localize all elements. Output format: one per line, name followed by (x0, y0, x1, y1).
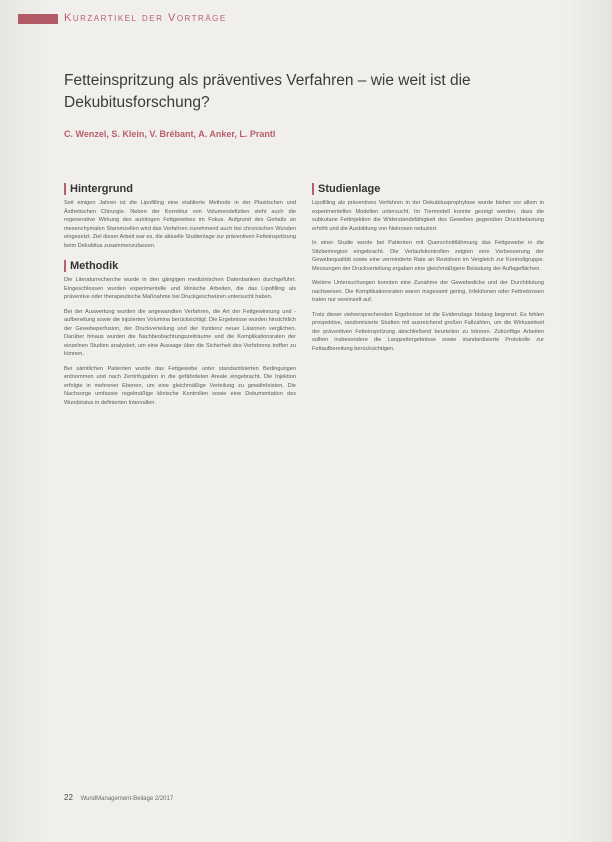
paragraph: Seit einigen Jahren ist die Lipofilling eine etablierte Methode in der Plastischen und Ästhetischen Chirurgie. Neben der Korrektur von Volumendefiziten steht auch die regenerative Wirkung des autologen Fettgewebes im Fokus. Aufgrund des Gehalts an mesenchymalen Stammzellen wird das Verfahren zunehmend auch bei chronischen Wunden eingesetzt. Ziel dieser Arbeit war es, die aktuelle Studienlage zur präventiven Fetteinspritzung beim Dekubitus zusammenzufassen. (64, 200, 296, 249)
paragraph: Trotz dieser vielversprechenden Ergebnisse ist die Evidenzlage bislang begrenzt. Es fehlen prospektive, randomisierte Studien mit ausreichend großen Fallzahlen, um die Wirksamkeit der präventiven Fetteinspritzung abschließend beurteilen zu können. Zukünftige Arbeiten sollten insbesondere die Langzeitergebnisse sowie standardisierte Protokolle zur Fettaufbereitung berücksichtigen. (312, 311, 544, 352)
paragraph: In einer Studie wurde bei Patienten mit Querschnittlähmung das Fettgewebe in die Sitzbeinregion eingebracht. Die Verlaufskontrollen zeigten eine Verbesserung der Gewebequalität sowie eine verminderte Rate an Rezidiven im Vergleich zur Kontrollgruppe. Messungen der Druckverteilung ergaben eine gleichmäßigere Belastung der Auflageflächen. (312, 240, 544, 272)
left-column (64, 183, 296, 413)
section-color-bar (18, 14, 58, 24)
section-heading: Studienlage (312, 183, 544, 195)
section-methodik (64, 260, 296, 407)
paragraph: Die Literaturrecherche wurde in den gängigen medizinischen Datenbanken durchgeführt. Eingeschlossen wurden experimentelle und klinische Arbeiten, die das Lipofilling als präventive oder therapeutische Maßnahme bei Druckgeschwüren untersucht haben. (64, 277, 296, 300)
right-column (312, 183, 544, 359)
section-label: Kurzartikel der Vorträge (64, 12, 227, 24)
section-studienlage (312, 183, 544, 353)
section-hintergrund (64, 183, 296, 250)
paragraph: Lipofilling als präventives Verfahren in der Dekubitusprophylaxe wurde bisher vor allem in experimentellen Modellen untersucht. Im Tiermodell konnte gezeigt werden, dass die subkutane Fettinjektion die Widerstandsfähigkeit des Gewebes gegenüber Druckbelastung erhöht und die Ausbildung von Nekrosen reduziert. (312, 200, 544, 232)
article-title: Fetteinspritzung als präventives Verfahren – wie weit ist die Dekubitusforschung? (64, 72, 471, 111)
paragraph: Weitere Untersuchungen konnten eine Zunahme der Gewebedicke und der Durchblutung nachweisen. Die Komplikationsraten waren insgesamt gering, Infektionen oder Fettnekrosen traten nur vereinzelt auf. (312, 280, 544, 303)
page-footer (64, 793, 173, 802)
page-number: 22 (64, 793, 73, 802)
paragraph: Bei der Auswertung wurden die angewandten Verfahren, die Art der Fettgewinnung und -aufbereitung sowie die injizierten Volumina berücksichtigt. Die Ergebnisse wurden hinsichtlich der Gewebeperfusion, der Druckverteilung und der Inzidenz neuer Läsionen verglichen. Darüber hinaus wurden die Nachbeobachtungszeiträume und die Komplikationsraten der einzelnen Studien analysiert, um eine Aussage über die Sicherheit des Verfahrens treffen zu können. (64, 308, 296, 357)
section-heading: Hintergrund (64, 183, 296, 195)
article-authors: C. Wenzel, S. Klein, V. Brébant, A. Anker, L. Prantl (64, 129, 276, 139)
section-heading: Methodik (64, 260, 296, 272)
paragraph: Bei sämtlichen Patienten wurde das Fettgewebe unter standardisierten Bedingungen entnommen und nach Zentrifugation in die gefährdeten Areale eingebracht. Die Injektion erfolgte in mehreren Ebenen, um eine gleichmäßige Verteilung zu gewährleisten. Die Nachsorge umfasste regelmäßige klinische Kontrollen sowie eine Dokumentation des Wundstatus in definierten Intervallen. (64, 365, 296, 406)
journal-name: WundManagement-Beilage 2/2017 (80, 796, 174, 802)
